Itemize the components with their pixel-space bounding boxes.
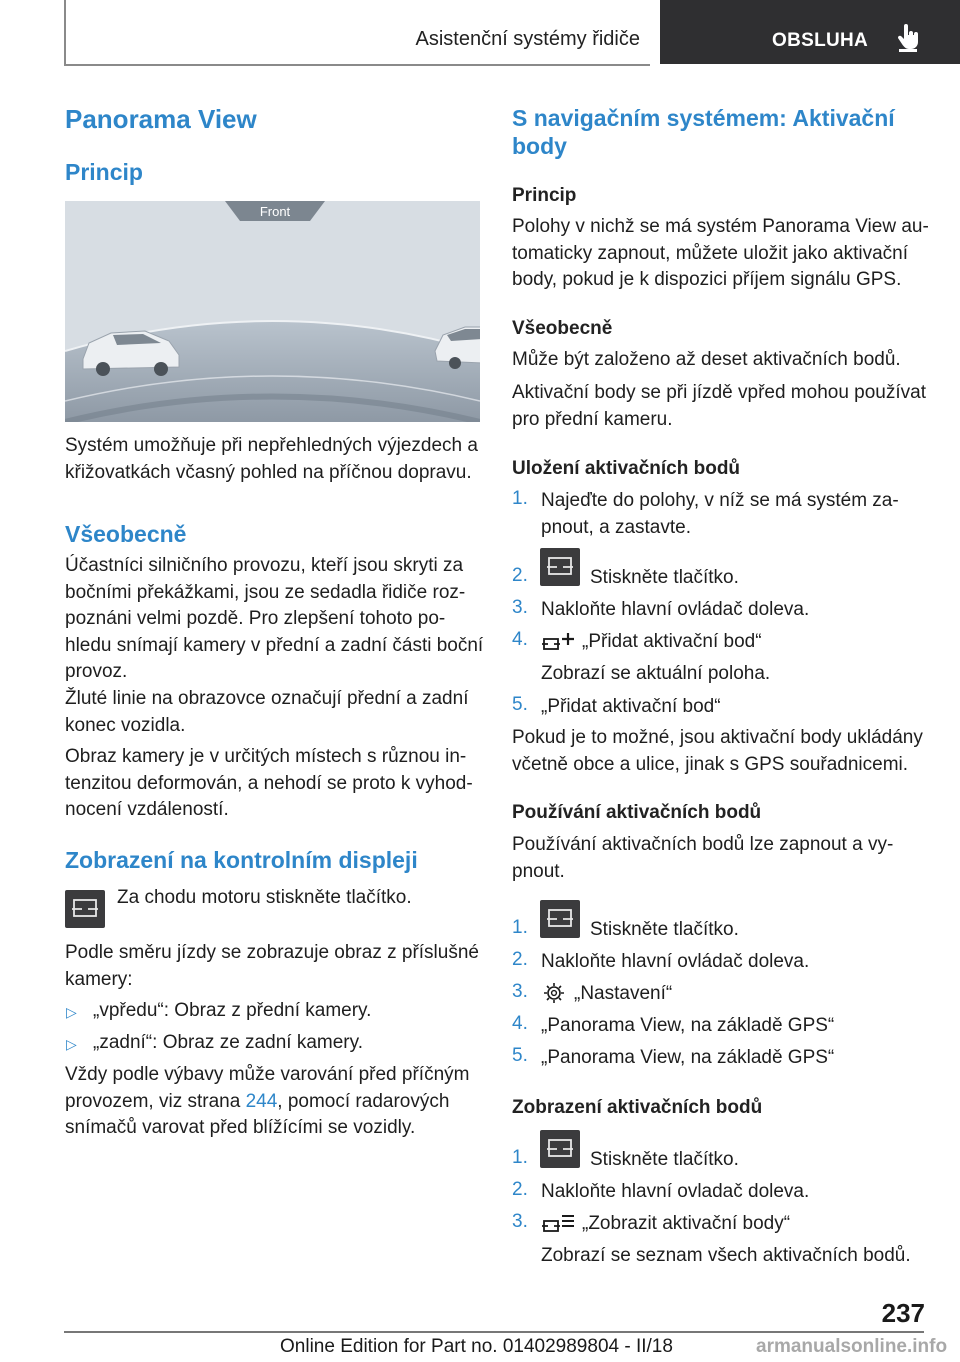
step-number: 3.	[512, 1211, 528, 1232]
use-step-5: „Panorama View, na základě GPS“	[541, 1047, 835, 1068]
camera-button-icon	[540, 900, 580, 938]
general-paragraph-2: Žluté linie na obrazovce označují přední a zadní konec vozidla.	[65, 688, 469, 736]
step-number: 1.	[512, 1147, 528, 1168]
display-button-text: Za chodu motoru stiskněte tlačítko.	[117, 887, 412, 908]
display-paragraph: Podle směru jízdy se zobrazuje obraz z příslušné kamery:	[65, 942, 479, 990]
camera-view-image	[65, 201, 480, 422]
header-rule-left	[64, 0, 66, 66]
chapter-tab-label: OBSLUHA	[772, 30, 869, 51]
nav-general-heading: Všeobecně	[512, 318, 613, 339]
camera-button-icon	[65, 890, 105, 928]
use-step-4: „Panorama View, na základě GPS“	[541, 1015, 835, 1036]
general-paragraph-1: Účastníci silničního provozu, kteří jsou skryti za bočními překážkami, jsou ze sedadla řidiče roz- poznáni velmi pozdě. Pro zlepšení tohoto po- hledu snímají kamery v přední a zadní části boční provoz.	[65, 555, 484, 682]
header-chapter-tab	[660, 0, 960, 64]
save-heading: Uložení aktivačních bodů	[512, 458, 741, 479]
principle-heading: Princip	[65, 159, 143, 185]
nav-general-p2: Aktivační body se při jízdě vpřed mohou používat pro přední kameru.	[512, 382, 927, 430]
bullet-triangle-icon: ▷	[66, 1004, 77, 1020]
nav-principle-text: Polohy v nichž se má systém Panorama View au- tomaticky zapnout, můžete uložit jako aktivační body, pokud je k dispozici příjem signálu GPS.	[512, 216, 929, 290]
step-number: 2.	[512, 949, 528, 970]
bullet-triangle-icon: ▷	[66, 1036, 77, 1052]
image-front-label: Front	[259, 204, 291, 219]
page-number: 237	[881, 1298, 925, 1328]
general-heading: Všeobecně	[65, 521, 187, 547]
save-step-1: Najeďte do polohy, v níž se má systém za- pnout, a zastavte.	[541, 490, 899, 538]
footer-edition: Online Edition for Part no. 01402989804 - II/18	[280, 1336, 673, 1357]
header-rule-bottom	[64, 64, 650, 66]
step-number: 3.	[512, 597, 528, 618]
footer-watermark: armanualsonline.info	[756, 1336, 948, 1357]
bullet-front: „vpředu“: Obraz z přední kamery.	[93, 1000, 372, 1021]
pointing-hand-icon	[897, 24, 921, 58]
step-number: 1.	[512, 917, 528, 938]
save-step-2: Stiskněte tlačítko.	[590, 567, 739, 588]
step-number: 2.	[512, 565, 528, 586]
step-number: 2.	[512, 1179, 528, 1200]
show-step-3: „Zobrazit aktivační body“	[582, 1213, 791, 1234]
use-step-2: Nakloňte hlavní ovládač doleva.	[541, 951, 810, 972]
camera-button-icon	[540, 1130, 580, 1168]
step-number: 3.	[512, 981, 528, 1002]
gear-icon	[543, 982, 565, 1009]
save-step-4-result: Zobrazí se aktuální poloha.	[541, 663, 771, 684]
use-heading: Používání aktivačních bodů	[512, 802, 762, 823]
step-number: 5.	[512, 694, 528, 715]
show-step-2: Nakloňte hlavní ovladač doleva.	[541, 1181, 810, 1202]
nav-section-title: S navigačním systémem: Aktivační body	[512, 105, 895, 159]
camera-button-icon	[540, 548, 580, 586]
footer-rule	[64, 1331, 924, 1333]
save-step-3: Nakloňte hlavní ovládač doleva.	[541, 599, 810, 620]
page-title: Panorama View	[65, 104, 257, 134]
show-step-1: Stiskněte tlačítko.	[590, 1149, 739, 1170]
step-number: 5.	[512, 1045, 528, 1066]
list-activation-points-icon	[542, 1213, 576, 1240]
warning-paragraph: Vždy podle výbavy může varování před příčným provozem, viz strana 244, pomocí radarových snímačů varovat před blížícími se vozidly.	[65, 1064, 470, 1138]
bullet-rear: „zadní“: Obraz ze zadní kamery.	[93, 1032, 363, 1053]
use-step-3: „Nastavení“	[574, 983, 673, 1004]
save-step-4: „Přidat aktivační bod“	[582, 631, 762, 652]
nav-general-p1: Může být založeno až deset aktivačních bodů.	[512, 349, 901, 370]
nav-principle-heading: Princip	[512, 185, 577, 206]
header-section-title: Asistenční systémy řidiče	[415, 28, 640, 50]
principle-text: Systém umožňuje při nepřehledných výjezdech a křižovatkách včasný pohled na příčnou dopravu.	[65, 435, 478, 483]
save-step-5: „Přidat aktivační bod“	[541, 696, 721, 717]
use-step-1: Stiskněte tlačítko.	[590, 919, 739, 940]
step-number: 4.	[512, 629, 528, 650]
general-paragraph-3: Obraz kamery je v určitých místech s různou in- tenzitou deformován, a nehodí se proto k vyhod- nocení vzdáleností.	[65, 746, 473, 820]
display-heading: Zobrazení na kontrolním displeji	[65, 847, 418, 873]
show-step-3-result: Zobrazí se seznam všech aktivačních bodů.	[541, 1245, 911, 1266]
show-heading: Zobrazení aktivačních bodů	[512, 1097, 763, 1118]
add-activation-point-icon	[542, 631, 576, 658]
save-note: Pokud je to možné, jsou aktivační body ukládány včetně obce a ulice, jinak s GPS souřadnicemi.	[512, 727, 923, 775]
page-reference-link[interactable]: 244	[245, 1090, 278, 1112]
step-number: 1.	[512, 488, 528, 509]
step-number: 4.	[512, 1013, 528, 1034]
use-text: Používání aktivačních bodů lze zapnout a vy- pnout.	[512, 834, 894, 882]
